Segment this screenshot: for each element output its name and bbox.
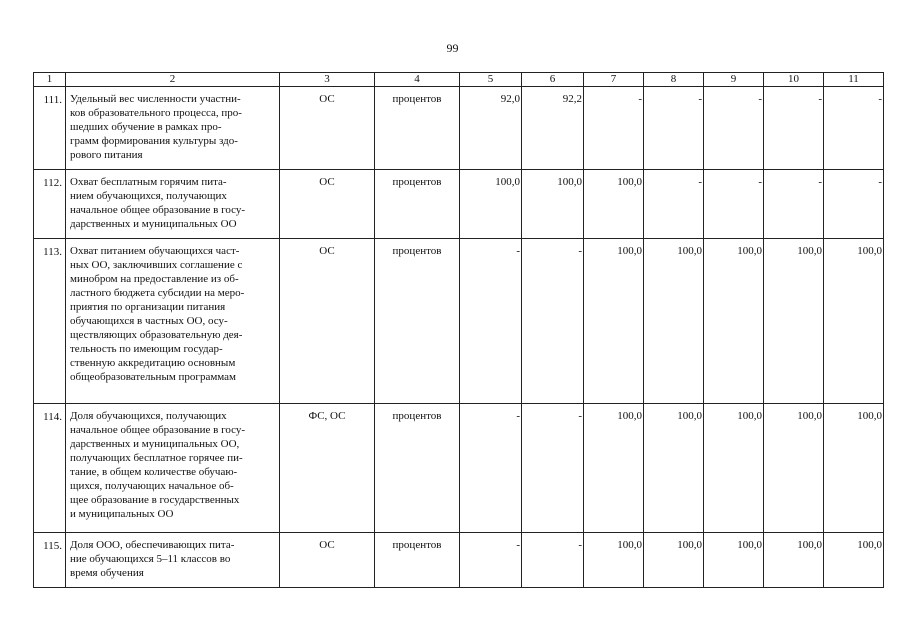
description-line: время обучения [70, 567, 144, 579]
unit: процентов [375, 87, 460, 170]
description-line: обучающихся в частных ОО, осу- [70, 315, 228, 327]
page-number: 99 [446, 41, 459, 55]
description-line: нием обучающихся, получающих [70, 190, 227, 202]
table-row [34, 239, 884, 404]
value-cell: 100,0 [584, 239, 644, 404]
row-number: 113. [34, 239, 66, 404]
table-row [34, 87, 884, 170]
row-number: 115. [34, 533, 66, 588]
column-header: 4 [375, 73, 460, 87]
indicator-description [66, 87, 280, 170]
column-header: 6 [522, 73, 584, 87]
description-line: щее образование в государственных [70, 494, 240, 506]
value-cell: 100,0 [704, 239, 764, 404]
value-cell: - [460, 533, 522, 588]
column-header: 7 [584, 73, 644, 87]
row-number: 111. [34, 87, 66, 170]
value-cell: - [522, 533, 584, 588]
indicator-description [66, 533, 280, 588]
value-cell: 100,0 [824, 239, 884, 404]
unit: процентов [375, 533, 460, 588]
description-line: общеобразовательным программам [70, 371, 237, 383]
value-cell: 100,0 [460, 170, 522, 239]
data-source: ФС, ОС [280, 404, 375, 533]
description-line: Доля обучающихся, получающих [70, 410, 227, 422]
indicator-description [66, 404, 280, 533]
value-cell: - [644, 170, 704, 239]
indicator-description [66, 170, 280, 239]
value-cell: 100,0 [764, 404, 824, 533]
description-line: Удельный вес численности участни- [70, 93, 241, 105]
value-cell: - [824, 87, 884, 170]
value-cell: 100,0 [644, 533, 704, 588]
value-cell: - [824, 170, 884, 239]
value-cell: - [704, 170, 764, 239]
value-cell: - [522, 239, 584, 404]
description-line: Охват питанием обучающихся част- [70, 245, 240, 257]
description-line: начальное общее образование в госу- [70, 424, 246, 436]
description-line: шедших обучение в рамках про- [70, 121, 222, 133]
data-source: ОС [280, 170, 375, 239]
data-source: ОС [280, 533, 375, 588]
unit: процентов [375, 239, 460, 404]
value-cell: 100,0 [644, 239, 704, 404]
description-line: ных ОО, заключивших соглашение с [70, 259, 243, 271]
value-cell: 100,0 [522, 170, 584, 239]
column-header: 3 [280, 73, 375, 87]
indicator-description [66, 239, 280, 404]
description-line: тание, в общем количестве обучаю- [70, 466, 238, 478]
value-cell: - [522, 404, 584, 533]
description-line: рового питания [70, 149, 143, 161]
description-line: начальное общее образование в госу- [70, 204, 246, 216]
description-line: щихся, получающих начальное об- [70, 480, 234, 492]
description-line: дарственных и муниципальных ОО [70, 218, 237, 230]
description-line: Доля ООО, обеспечивающих пита- [70, 539, 235, 551]
value-cell: 100,0 [824, 404, 884, 533]
value-cell: 100,0 [584, 404, 644, 533]
description-line: приятия по организации питания [70, 301, 226, 313]
column-header: 2 [66, 73, 280, 87]
description-line: грамм формирования культуры здо- [70, 135, 238, 147]
table-body [34, 73, 884, 588]
value-cell: 100,0 [764, 533, 824, 588]
description-line: Охват бесплатным горячим пита- [70, 176, 227, 188]
row-number: 112. [34, 170, 66, 239]
description-line: тельность по имеющим государ- [70, 343, 223, 355]
column-header: 11 [824, 73, 884, 87]
column-header: 9 [704, 73, 764, 87]
unit: процентов [375, 404, 460, 533]
data-source: ОС [280, 239, 375, 404]
description-line: минобром на предоставление из об- [70, 273, 239, 285]
value-cell: 100,0 [584, 533, 644, 588]
description-line: дарственных и муниципальных ОО, [70, 438, 240, 450]
description-line: ков образовательного процесса, про- [70, 107, 242, 119]
column-header: 1 [34, 73, 66, 87]
table-row [34, 533, 884, 588]
value-cell: 100,0 [584, 170, 644, 239]
description-line: ществляющих образовательную дея- [70, 329, 243, 341]
description-line: и муниципальных ОО [70, 508, 174, 520]
column-header: 10 [764, 73, 824, 87]
unit: процентов [375, 170, 460, 239]
value-cell: - [460, 404, 522, 533]
row-number: 114. [34, 404, 66, 533]
value-cell: 100,0 [704, 533, 764, 588]
description-line: получающих бесплатное горячее пи- [70, 452, 243, 464]
value-cell: - [460, 239, 522, 404]
value-cell: 100,0 [704, 404, 764, 533]
indicator-table [33, 72, 884, 588]
column-header: 8 [644, 73, 704, 87]
value-cell: - [584, 87, 644, 170]
description-line: ственную аккредитацию основным [70, 357, 236, 369]
value-cell: - [764, 170, 824, 239]
value-cell: - [704, 87, 764, 170]
table-row [34, 404, 884, 533]
value-cell: 92,0 [460, 87, 522, 170]
value-cell: 100,0 [644, 404, 704, 533]
value-cell: 100,0 [824, 533, 884, 588]
value-cell: - [764, 87, 824, 170]
table-row [34, 170, 884, 239]
value-cell: 92,2 [522, 87, 584, 170]
value-cell: 100,0 [764, 239, 824, 404]
column-header: 5 [460, 73, 522, 87]
table-header-row [34, 73, 884, 87]
description-line: ластного бюджета субсидии на меро- [70, 287, 245, 299]
value-cell: - [644, 87, 704, 170]
data-source: ОС [280, 87, 375, 170]
description-line: ние обучающихся 5–11 классов во [70, 553, 231, 565]
